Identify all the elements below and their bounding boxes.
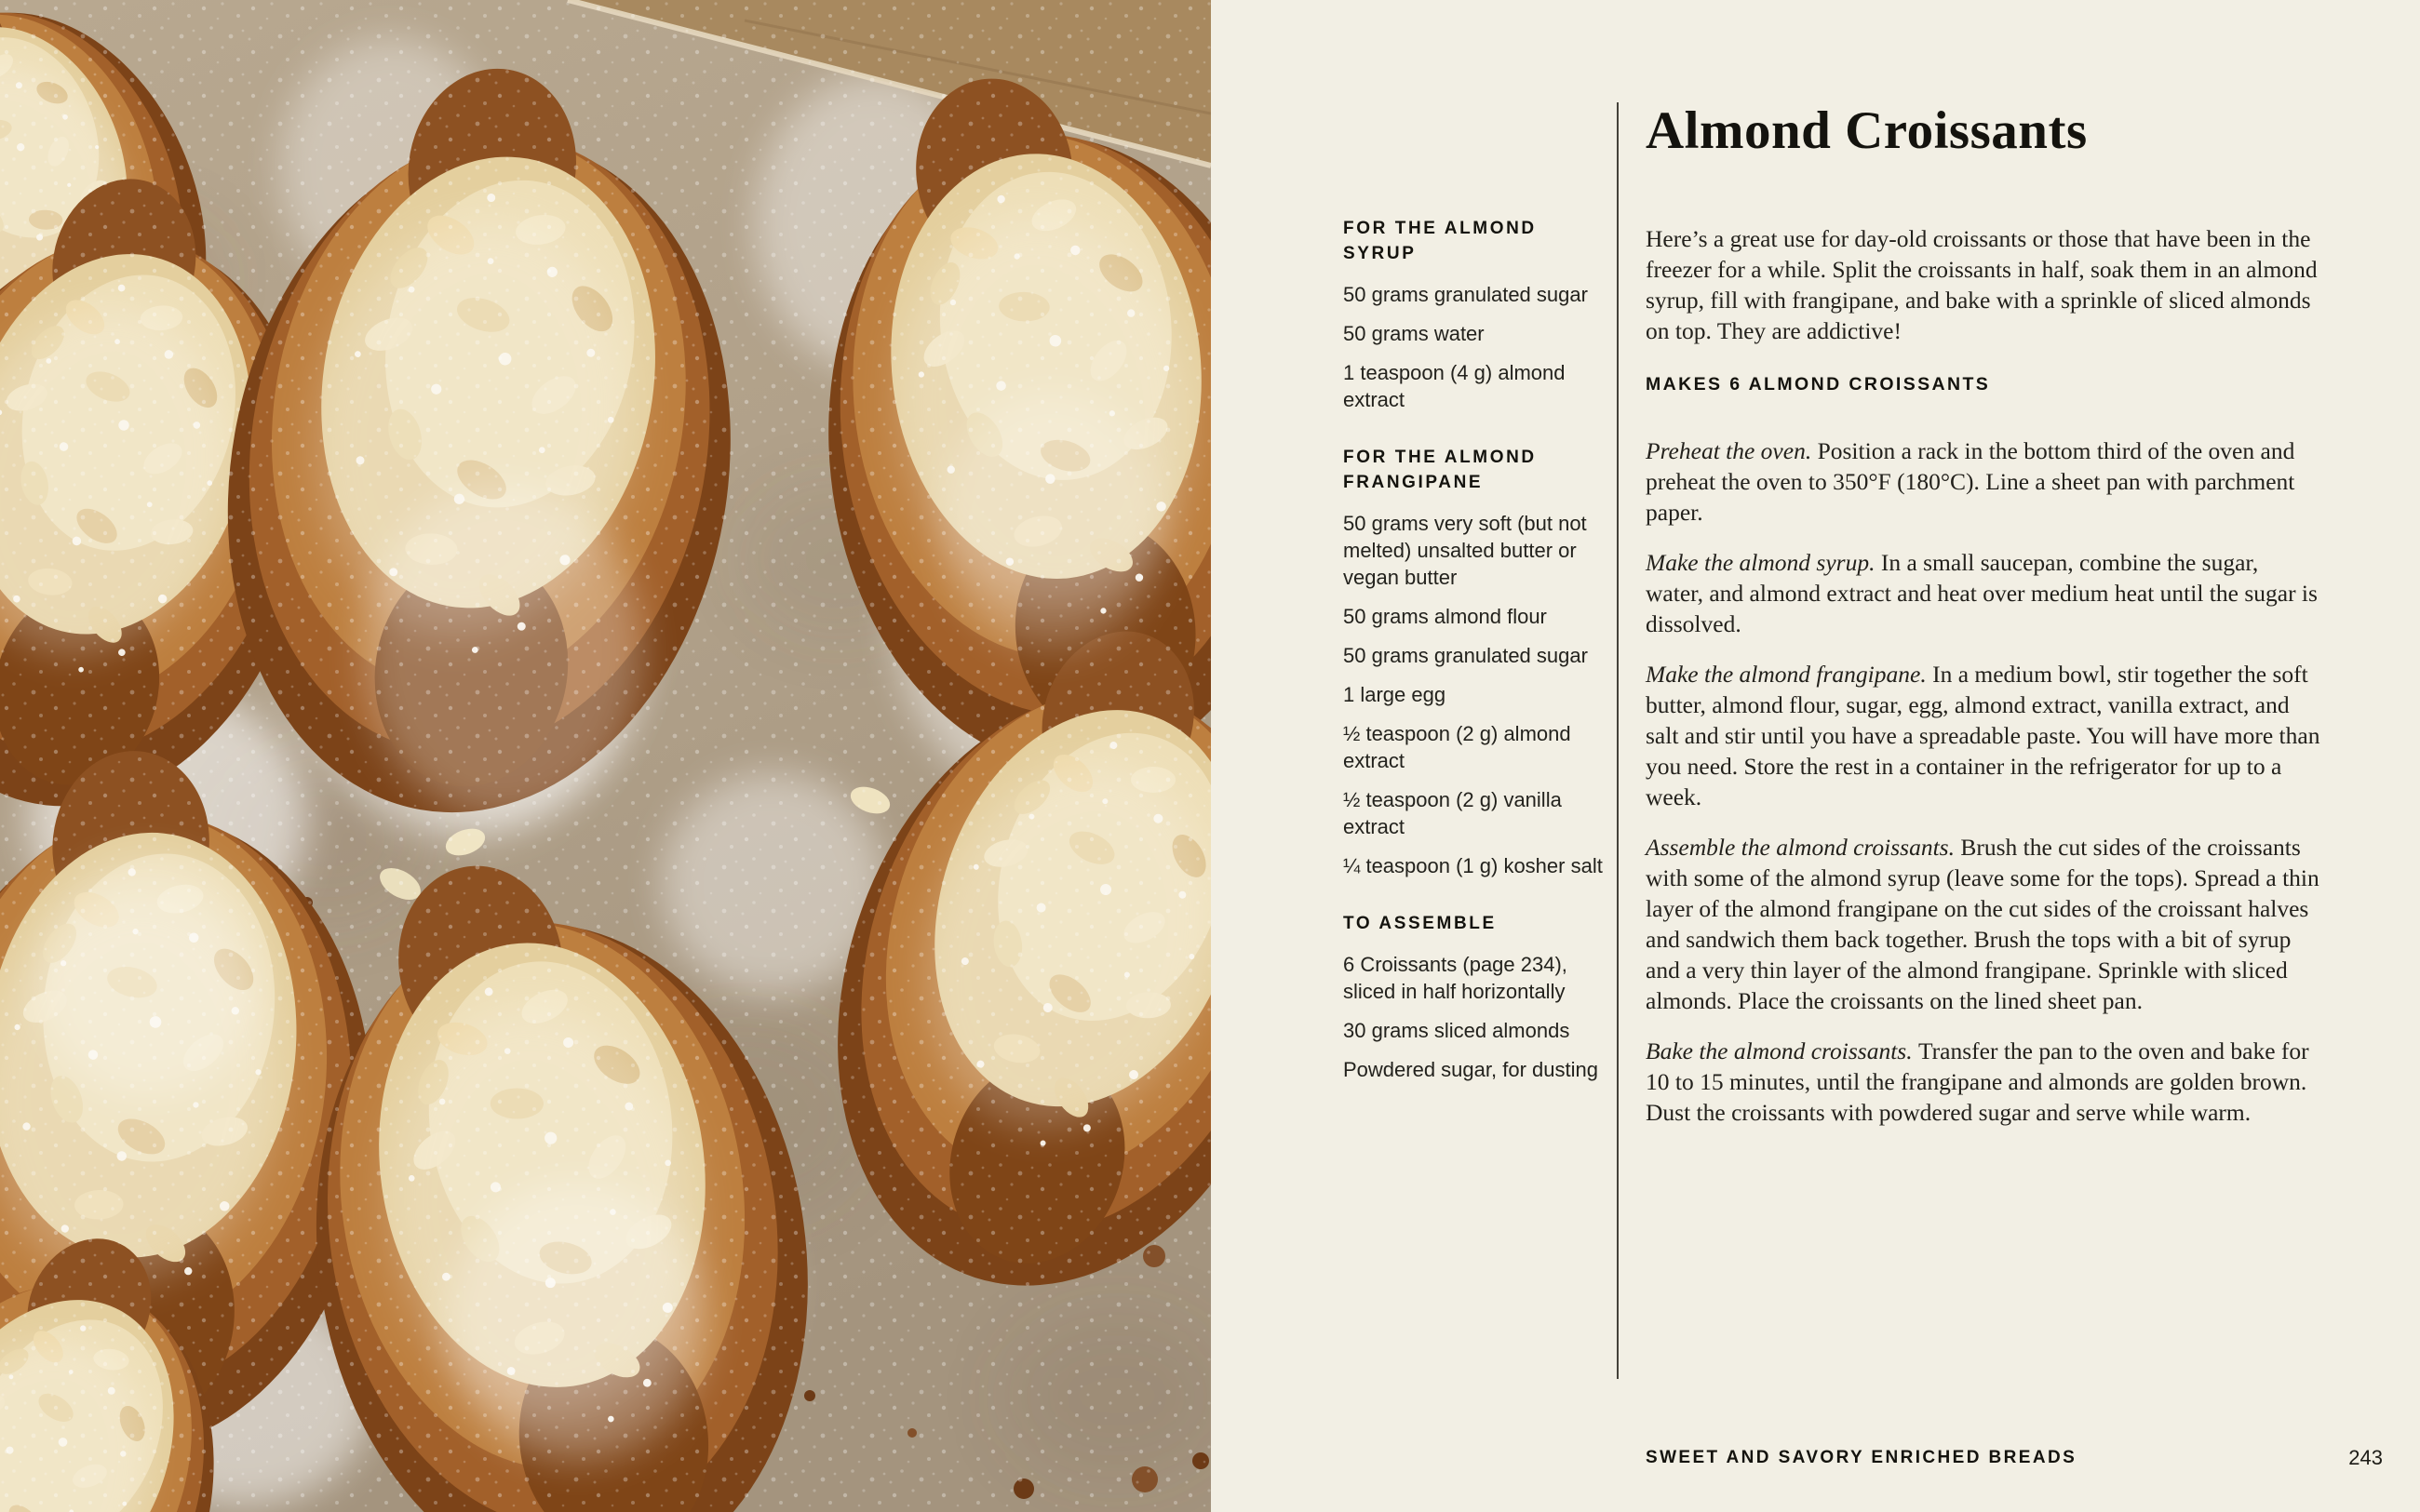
vertical-divider [1617,102,1619,1379]
yield-line: MAKES 6 ALMOND CROISSANTS [1646,374,1991,395]
recipe-step-text: In a medium bowl, stir together the soft butter, almond flour, sugar, egg, almond extract, vanilla extract, and salt and stir until you have a spreadable paste. You will have more than you need. Store the rest in a container in the refrigerator for up to a week. [1646,661,2320,810]
recipe-step-lead: Make the almond syrup. [1646,549,1881,576]
ingredient-item: Powdered sugar, for dusting [1343,1058,1598,1081]
footer-page-number: 243 [2348,1446,2383,1469]
ingredient-item: 50 grams very soft (but not melted) unsalted butter or vegan butter [1343,512,1587,589]
recipe-step [1646,832,2321,1016]
ingredient-section [1343,216,1617,413]
recipe-step [1646,1036,2321,1128]
recipe-step [1646,659,2321,812]
ingredient-section-header: FOR THE ALMOND SYRUP [1343,219,1537,263]
ingredient-section [1343,445,1617,879]
recipe-step-text: Brush the cut sides of the croissants with some of the almond syrup (leave some for the tops). Spread a thin layer of the almond frangipane on the cut sides of the croissant halves and sandwich them back together. Brush the tops with a bit of syrup and a very thin layer of the almond frangipane. Sprinkle with sliced almonds. Place the croissants on the lined sheet pan. [1646,834,2319,1014]
ingredient-item: 1 teaspoon (4 g) almond extract [1343,361,1566,411]
ingredient-item: 50 grams granulated sugar [1343,644,1588,667]
recipe-step [1646,547,2321,639]
recipe-title: Almond Croissants [1646,101,2088,160]
footer-chapter-title: SWEET AND SAVORY ENRICHED BREADS [1646,1448,2077,1467]
ingredients-column [1343,216,1617,1115]
recipe-step-lead: Make the almond frangipane. [1646,661,1933,688]
ingredient-item: 50 grams almond flour [1343,605,1547,628]
ingredient-item: ½ teaspoon (2 g) almond extract [1343,722,1571,772]
ingredient-item: 50 grams water [1343,322,1485,345]
recipe-step-lead: Assemble the almond croissants. [1646,834,1961,861]
recipe-page [1211,0,2420,1512]
ingredient-item: 50 grams granulated sugar [1343,283,1588,306]
ingredient-section [1343,911,1617,1083]
ingredient-section-header: FOR THE ALMOND FRANGIPANE [1343,448,1537,492]
ingredient-item: ¼ teaspoon (1 g) kosher salt [1343,854,1603,877]
recipe-intro: Here’s a great use for day-old croissants or those that have been in the freezer for a while. Split the croissants in half, soak them in an almond syrup, fill with frangipane, and bake with a sprinkle of sliced almonds on top. They are addictive! [1646,225,2318,344]
ingredient-item: 30 grams sliced almonds [1343,1019,1570,1042]
recipe-step-lead: Bake the almond croissants. [1646,1037,1918,1064]
recipe-step-lead: Preheat the oven. [1646,437,1818,464]
recipe-step-text: In a small saucepan, combine the sugar, water, and almond extract and heat over medium heat until the sugar is dissolved. [1646,549,2318,637]
recipe-step-text: Position a rack in the bottom third of the oven and preheat the oven to 350°F (180°C). Line a sheet pan with parchment paper. [1646,437,2295,526]
recipe-main-column [1646,0,2321,1512]
recipe-step-text: Transfer the pan to the oven and bake for 10 to 15 minutes, until the frangipane and almonds are golden brown. Dust the croissants with powdered sugar and serve while warm. [1646,1037,2309,1126]
ingredient-item: 1 large egg [1343,683,1446,706]
ingredient-section-header: TO ASSEMBLE [1343,914,1497,933]
recipe-steps [1646,435,2321,1147]
recipe-step [1646,435,2321,528]
ingredient-item: ½ teaspoon (2 g) vanilla extract [1343,788,1562,838]
ingredient-item: 6 Croissants (page 234), sliced in half horizontally [1343,953,1567,1003]
